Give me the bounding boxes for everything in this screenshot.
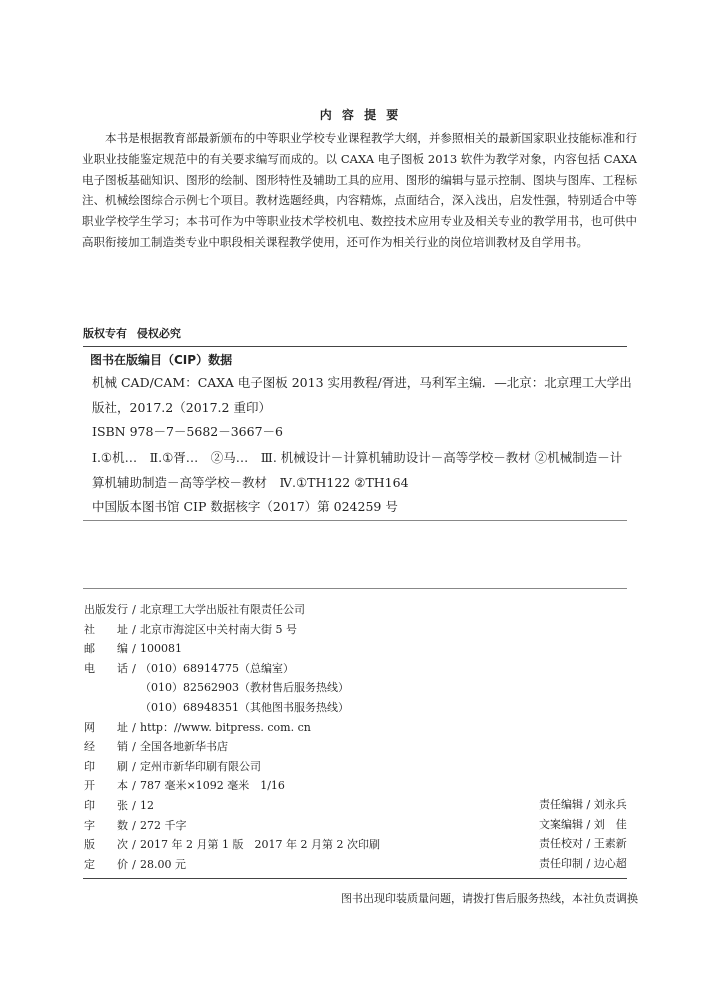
pub-value: 2017 年 2 月第 1 版 2017 年 2 月第 2 次印刷 [140,838,380,852]
pub-row-format: 开本 / 787 毫米×1092 毫米 1/16 [84,776,380,796]
staff-name: 边心超 [593,856,627,870]
pub-value: 12 [140,798,154,812]
cip-isbn: ISBN 978－7－5682－3667－6 [92,424,283,439]
pub-row-phone-2 [84,678,380,698]
cip-heading: 图书在版编目（CIP）数据 [90,353,233,367]
pub-value: 28.00 元 [140,857,186,871]
summary-title: 内 容 提 要 [319,108,402,122]
staff-role: 责任编辑 [539,798,583,811]
staff-row: 文案编辑 / 刘 佳 [539,817,627,831]
footer-rule [83,878,627,879]
pub-label: 印刷 [84,759,128,773]
cip-subjects: Ⅰ.①机… Ⅱ.①胥… ②马… Ⅲ. 机械设计－计算机辅助设计－高等学校－教材 ②机械制造－计算机辅助制造－高等学校－教材 Ⅳ.①TH122 ②TH164 [92,450,623,490]
pub-label: 社址 [84,622,128,636]
pub-row-postcode: 邮编 / 100081 [84,639,380,659]
pub-value: （010）82562903（教材售后服务热线） [140,681,349,695]
pub-label: 定价 [84,857,128,871]
pub-row-publisher: 出版发行 / 北京理工大学出版社有限责任公司 [84,600,380,620]
pub-row-address: 社址 / 北京市海淀区中关村南大街 5 号 [84,620,380,640]
publication-info [84,600,380,874]
copyright-notice: 版权专有 侵权必究 [83,327,181,340]
pub-value: 定州市新华印刷有限公司 [140,759,261,773]
pub-value: 272 千字 [140,818,187,832]
pub-label: 邮编 [84,642,128,656]
pub-label: 字数 [84,818,128,832]
pub-row-wordcount: 字数 / 272 千字 [84,816,380,836]
pub-label: 经销 [84,740,128,754]
pub-row-printer: 印刷 / 定州市新华印刷有限公司 [84,757,380,777]
cip-record: 机械 CAD/CAM：CAXA 电子图板 2013 实用教程/胥进，马利军主编．—北京：北京理工大学出版社，2017.2（2017.2 重印） [92,375,632,415]
pub-value: （010）68914775（总编室） [140,661,294,675]
pub-value: （010）68948351（其他图书服务热线） [140,700,349,714]
pub-row-distributor: 经销 / 全国各地新华书店 [84,737,380,757]
pub-row-price: 定价 / 28.00 元 [84,855,380,875]
pub-label: 印张 [84,798,128,812]
pub-value: 北京市海淀区中关村南大街 5 号 [140,622,297,636]
pub-value: 100081 [140,642,182,656]
staff-role: 责任校对 [539,837,583,851]
staff-name: 刘永兵 [593,798,627,811]
staff-row: 责任编辑 / 刘永兵 [539,798,627,811]
pub-row-phone-3 [84,698,380,718]
pub-value: 全国各地新华书店 [140,740,228,754]
staff-credits [539,795,627,873]
staff-row: 责任印制 / 边心超 [539,856,627,870]
pub-label: 版次 [84,838,128,852]
staff-role: 文案编辑 [539,817,583,831]
cip-bottom-rule [83,520,627,521]
pub-row-website: 网址 / http：//www. bitpress. com. cn [84,718,380,738]
pub-value: 787 毫米×1092 毫米 1/16 [140,779,285,793]
cip-top-rule [83,346,627,347]
pub-value: http：//www. bitpress. com. cn [140,720,311,734]
summary-text: 本书是根据教育部最新颁布的中等职业学校专业课程教学大纲，并参照相关的最新国家职业技能标准和行业职业技能鉴定规范中的有关要求编写而成的。以 CAXA 电子图板 2013 软件为教学对象，内容包括 CAXA 电子图板基础知识、图形的绘制、图形特性及辅助工具的应用、图形的编辑与显示控制、图块与图库、工程标注、机械绘图综合示例七个项目。教材选题经典，内容精炼，点面结合，深入浅出，启发性强，特别适合中等职业学校学生学习；本书可作为中等职业技术学校机电、数控技术应用专业及相关专业的教学用书，也可供中高职衔接加工制造类专业中职段相关课程教学使用，还可作为相关行业的岗位培训教材及自学用书。 [82,131,637,249]
staff-role: 责任印制 [539,856,583,870]
pub-value: 北京理工大学出版社有限责任公司 [140,603,305,616]
pub-label: 开本 [84,779,128,793]
pub-label: 出版发行 [84,603,128,616]
staff-row: 责任校对 / 王素新 [539,837,627,851]
publication-top-rule [83,588,627,589]
pub-row-sheets: 印张 / 12 [84,796,380,816]
staff-name: 刘 佳 [593,817,627,831]
cip-approval: 中国版本图书馆 CIP 数据核字（2017）第 024259 号 [92,499,398,514]
footer-note: 图书出现印装质量问题，请拨打售后服务热线，本社负责调换 [341,892,638,905]
pub-row-edition: 版次 / 2017 年 2 月第 1 版 2017 年 2 月第 2 次印刷 [84,835,380,855]
staff-name: 王素新 [593,837,627,851]
pub-row-phone: 电话 / （010）68914775（总编室） [84,659,380,679]
pub-label: 网址 [84,720,128,734]
pub-label: 电话 [84,661,128,675]
